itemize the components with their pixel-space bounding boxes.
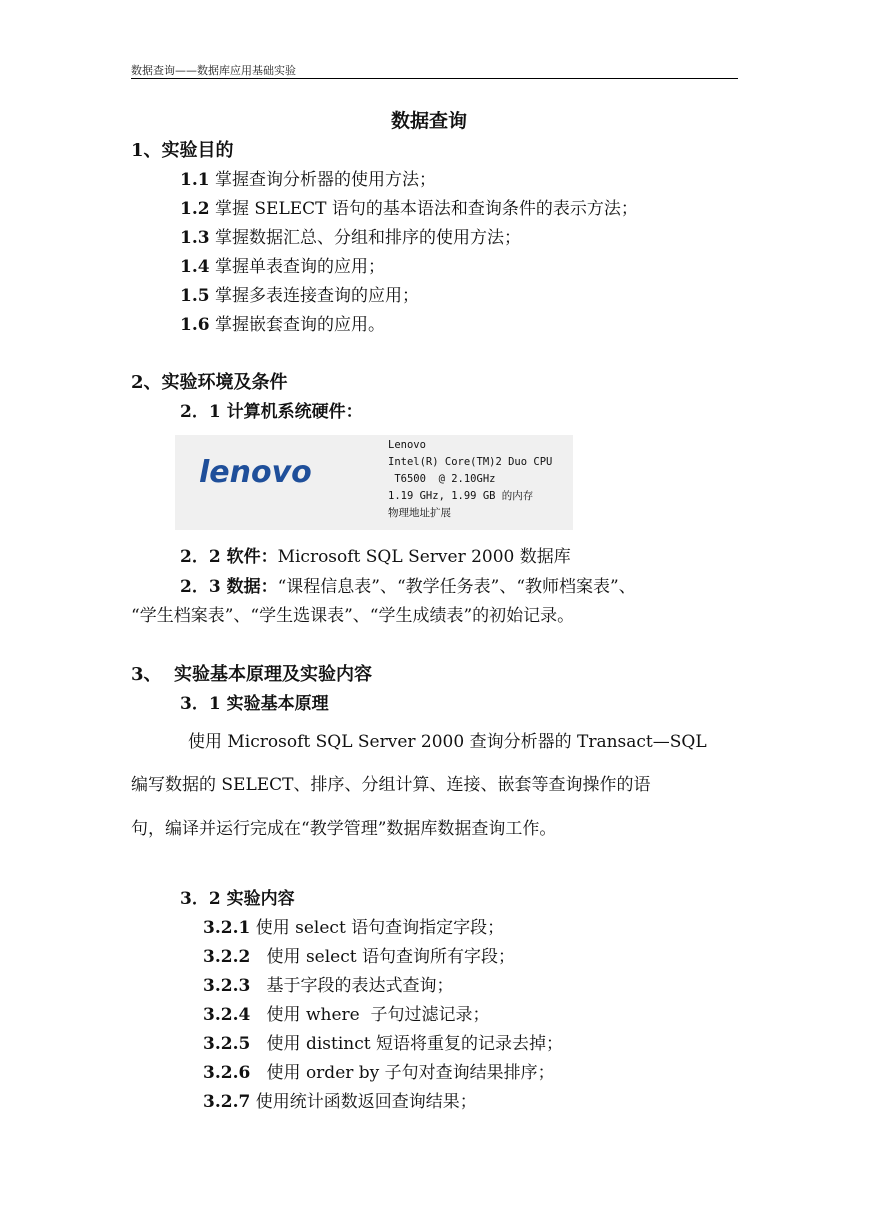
item-number: 1.1	[180, 170, 210, 190]
list-item	[180, 169, 436, 191]
header-rule	[131, 78, 738, 79]
hardware-spec	[388, 437, 552, 522]
spec-line: 1.19 GHz, 1.99 GB 的内存	[388, 490, 534, 502]
section-2-heading: 2、实验环境及条件	[131, 372, 288, 393]
spec-line: Intel(R) Core(TM)2 Duo CPU	[388, 456, 553, 468]
running-header: 数据查询——数据库应用基础实验	[131, 64, 296, 77]
principle-line: 编写数据的 SELECT、排序、分组计算、连接、嵌套等查询操作的语	[131, 775, 651, 795]
item-text: 使用 select 语句查询指定字段；	[255, 918, 505, 938]
data-line	[180, 576, 636, 598]
item-text: 掌握 SELECT 语句的基本语法和查询条件的表示方法；	[214, 199, 638, 219]
section-1-heading: 1、实验目的	[131, 140, 234, 161]
list-item	[180, 227, 521, 249]
item-text: 使用 select 语句查询所有字段；	[266, 947, 515, 967]
item-text: 掌握嵌套查询的应用。	[214, 315, 385, 335]
spec-line: T6500 @ 2.10GHz	[388, 473, 496, 485]
list-item	[203, 946, 515, 968]
item-number: 1.3	[180, 228, 210, 248]
list-item	[180, 314, 385, 336]
item-text: 掌握多表连接查询的应用；	[214, 286, 419, 306]
list-item	[203, 975, 454, 997]
section-3-1-heading: 3．1 实验基本原理	[180, 694, 329, 714]
item-text: 使用 where 子句过滤记录；	[266, 1005, 490, 1025]
item-text: 使用统计函数返回查询结果；	[255, 1092, 477, 1112]
item-text: 掌握单表查询的应用；	[214, 257, 385, 277]
item-text: 掌握数据汇总、分组和排序的使用方法；	[214, 228, 521, 248]
item-number: 1.6	[180, 315, 210, 335]
list-item	[203, 1004, 490, 1026]
item-text: 使用 order by 子句对查询结果排序；	[266, 1063, 555, 1083]
item-number: 3.2.6	[203, 1063, 251, 1083]
data-line-2: “学生档案表”、“学生选课表”、“学生成绩表”的初始记录。	[131, 606, 575, 626]
list-item	[203, 1033, 563, 1055]
item-number: 3.2.5	[203, 1034, 251, 1054]
software-label: 2．2 软件：	[180, 547, 278, 567]
section-3-2-heading: 3．2 实验内容	[180, 889, 295, 909]
data-text: “课程信息表”、“教学任务表”、“教师档案表”、	[277, 577, 636, 597]
principle-line: 句，编译并运行完成在“教学管理”数据库数据查询工作。	[131, 819, 557, 839]
spec-line: 物理地址扩展	[388, 507, 451, 519]
item-text: 基于字段的表达式查询；	[266, 976, 454, 996]
list-item	[180, 285, 419, 307]
item-text: 使用 distinct 短语将重复的记录去掉；	[266, 1034, 563, 1054]
item-number: 3.2.2	[203, 947, 251, 967]
document-title: 数据查询	[391, 110, 468, 132]
item-text: 掌握查询分析器的使用方法；	[214, 170, 436, 190]
software-text: Microsoft SQL Server 2000 数据库	[277, 547, 571, 567]
section-3-heading: 3、 实验基本原理及实验内容	[131, 664, 373, 685]
item-number: 1.5	[180, 286, 210, 306]
lenovo-logo: lenovo	[199, 455, 312, 490]
hardware-label: 2．1 计算机系统硬件：	[180, 402, 363, 422]
item-number: 3.2.7	[203, 1092, 251, 1112]
software-line	[180, 546, 571, 568]
item-number: 1.2	[180, 199, 210, 219]
list-item	[180, 198, 638, 220]
item-number: 3.2.3	[203, 976, 251, 996]
list-item	[203, 1062, 555, 1084]
principle-line: 使用 Microsoft SQL Server 2000 查询分析器的 Transact—SQL	[188, 732, 707, 752]
hardware-screenshot	[175, 435, 573, 530]
list-item	[203, 1091, 477, 1113]
list-item	[203, 917, 504, 939]
item-number: 1.4	[180, 257, 210, 277]
data-label: 2．3 数据：	[180, 577, 278, 597]
spec-line: Lenovo	[388, 439, 426, 451]
item-number: 3.2.1	[203, 918, 251, 938]
item-number: 3.2.4	[203, 1005, 251, 1025]
list-item	[180, 256, 385, 278]
